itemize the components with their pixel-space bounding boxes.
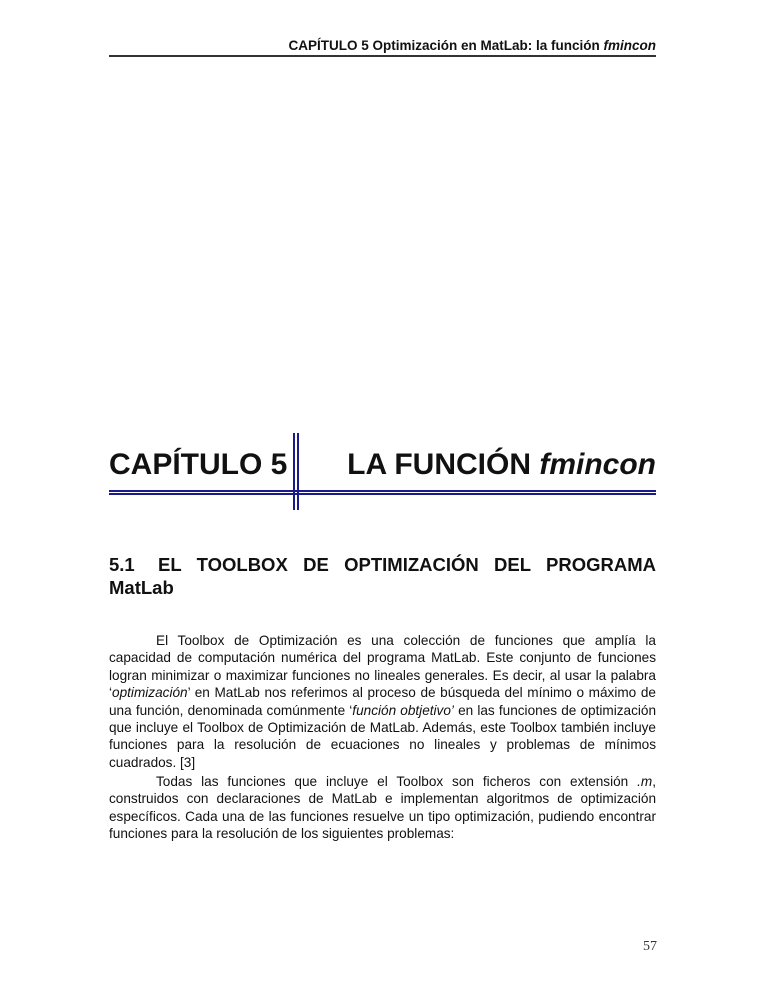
- paragraph-2-text-b: , construidos con declaraciones de MatLab e implementan algoritmos de optimización específicos. Cada una de las funciones resuelve un tipo optimización, pudiendo encontrar funciones para la resolución de los siguientes problemas:: [109, 774, 656, 842]
- paragraph-2-emphasis-extension: .m: [637, 774, 653, 789]
- chapter-rule-crossing: [293, 490, 299, 495]
- section-number: 5.1: [109, 554, 135, 575]
- paragraph-1-text-a: El Toolbox de Optimización es una colección de funciones que amplía la capacidad de computación numérica del programa MatLab. Este conjunto de funciones logran minimizar o maximizar funciones no lineales generales. Es decir, al usar la palabra ‘: [109, 633, 656, 701]
- page-number: 57: [643, 939, 657, 954]
- running-header: [109, 37, 656, 54]
- paragraph-1-text-b: ’ en MatLab nos referimos al proceso de búsqueda del mínimo o máximo de una función, denominada comúnmente ‘: [109, 685, 656, 718]
- chapter-label: CAPÍTULO 5: [109, 448, 288, 481]
- running-header-text: CAPÍTULO 5 Optimización en MatLab: la función: [288, 38, 604, 53]
- section-heading: [109, 553, 656, 599]
- chapter-title: [320, 447, 656, 483]
- paragraph-2-text-a: Todas las funciones que incluye el Toolbox son ficheros con extensión: [156, 774, 638, 789]
- paragraph-1-emphasis-optimizacion: optimización: [112, 685, 188, 701]
- paragraph-1-emphasis-funcion-objetivo: función obtjetivo’: [352, 702, 454, 718]
- chapter-title-function-name: fmincon: [539, 448, 656, 481]
- header-rule: [109, 55, 656, 57]
- paragraph-1: [109, 632, 656, 771]
- chapter-vertical-rule: [293, 433, 299, 510]
- chapter-horizontal-rule: [109, 490, 656, 495]
- paragraph-2: [109, 773, 656, 843]
- section-title: EL TOOLBOX DE OPTIMIZACIÓN DEL PROGRAMA MatLab: [109, 554, 656, 598]
- chapter-title-text: LA FUNCIÓN: [347, 448, 540, 481]
- running-header-function-name: fmincon: [603, 38, 656, 53]
- paragraph-1-text-c: en las funciones de optimización que incluye el Toolbox de Optimización de MatLab. Además, este Toolbox también incluye funciones para la resolución de ecuaciones no lineales y problemas de mínimos cuadrados. [3]: [109, 702, 657, 770]
